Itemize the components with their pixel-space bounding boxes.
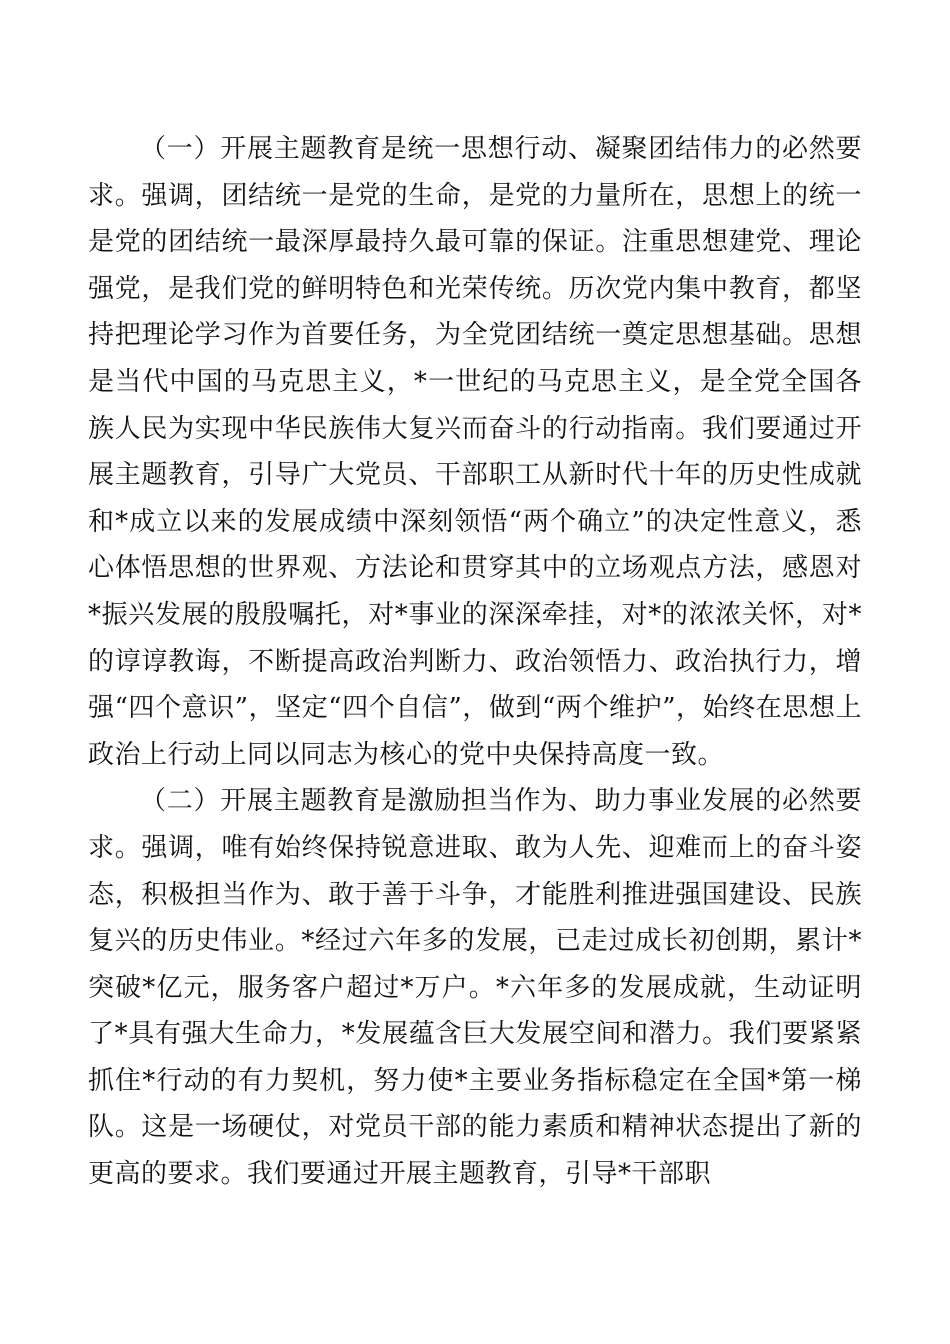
paragraph-1: （一）开展主题教育是统一思想行动、凝聚团结伟力的必然要求。强调，团结统一是党的生命，是党的力量所在，思想上的统一是党的团结统一最深厚最持久最可靠的保证。注重思想建党、理论强党，是我们党的鲜明特色和光荣传统。历次党内集中教育，都坚持把理论学习作为首要任务，为全党团结统一奠定思想基础。思想是当代中国的马克思主义，*一世纪的马克思主义，是全党全国各族人民为实现中华民族伟大复兴而奋斗的行动指南。我们要通过开展主题教育，引导广大党员、干部职工从新时代十年的历史性成就和*成立以来的发展成绩中深刻领悟“两个确立”的决定性意义，悉心体悟思想的世界观、方法论和贯穿其中的立场观点方法，感恩对*振兴发展的殷殷嘱托，对*事业的深深牵挂，对*的浓浓关怀，对*的谆谆教诲，不断提高政治判断力、政治领悟力、政治执行力，增强“四个意识”，坚定“四个自信”，做到“两个维护”，始终在思想上政治上行动上同以同志为核心的党中央保持高度一致。 bbox=[88, 134, 862, 770]
document-body bbox=[88, 126, 862, 1198]
paragraph-2: （二）开展主题教育是激励担当作为、助力事业发展的必然要求。强调，唯有始终保持锐意进取、敢为人先、迎难而上的奋斗姿态，积极担当作为、敢于善于斗争，才能胜利推进强国建设、民族复兴的历史伟业。*经过六年多的发展，已走过成长初创期，累计*突破*亿元，服务客户超过*万户。*六年多的发展成就，生动证明了*具有强大生命力，*发展蕴含巨大发展空间和潜力。我们要紧紧抓住*行动的有力契机，努力使*主要业务指标稳定在全国*第一梯队。这是一场硬仗，对党员干部的能力素质和精神状态提出了新的更高的要求。我们要通过开展主题教育，引导*干部职 bbox=[88, 786, 862, 1190]
